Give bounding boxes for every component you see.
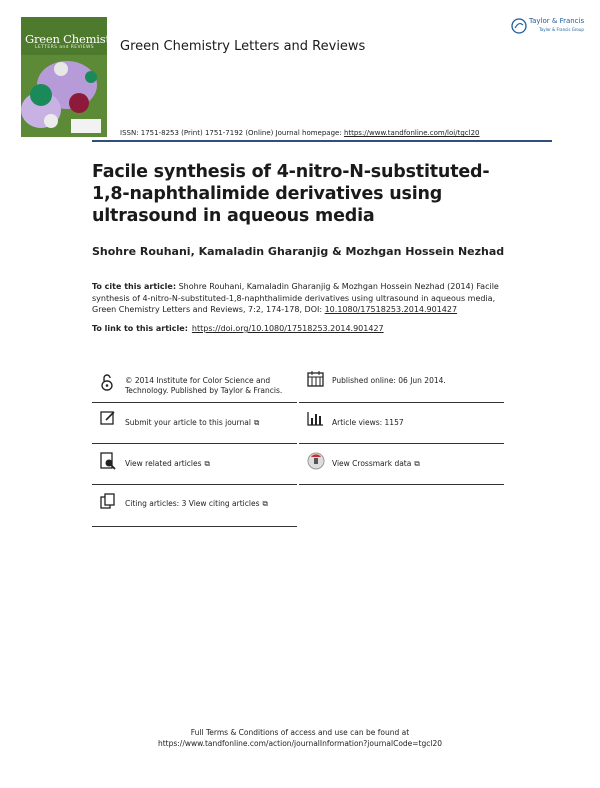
related-articles-icon [100,452,116,470]
copyright-notice: © 2014 Institute for Color Science and Technology. Published by Taylor & Francis. [125,376,283,395]
article-link-line [92,324,384,333]
issn-text: ISSN: 1751-8253 (Print) 1751-7192 (Online) Journal homepage: [120,129,344,137]
doi-link[interactable]: 10.1080/17518253.2014.901427 [324,305,458,314]
header-rule [92,140,552,142]
footer [0,727,600,749]
citation-block [92,281,512,316]
link-label: To link to this article: [92,324,188,333]
calendar-icon [307,370,324,387]
article-authors: Shohre Rouhani, Kamaladin Gharanjig & Mozhgan Hossein Nezhad [92,245,505,258]
article-views: Article views: 1157 [332,418,404,427]
submit-article-link[interactable] [125,418,259,428]
external-link-icon: ⧉ [414,459,420,468]
publisher-name: Taylor & Francis [529,17,585,25]
related-articles-link[interactable] [125,459,210,469]
citing-articles-link[interactable] [125,499,268,509]
divider [92,443,297,444]
external-link-icon: ⧉ [262,499,268,508]
journal-cover [21,17,122,137]
journal-name: Green Chemistry Letters and Reviews [120,39,366,54]
external-link-icon: ⧉ [253,418,260,427]
submit-article-label: Submit your article to this journal [125,418,251,427]
published-date: Published online: 06 Jun 2014. [332,376,446,385]
related-articles-label: View related articles [125,459,202,468]
divider [299,402,504,403]
cover-subtitle: LETTERS and REVIEWS [35,45,95,50]
footer-terms-url[interactable]: https://www.tandfonline.com/action/journalInformation?journalCode=tgcl20 [157,739,443,748]
submit-article-icon [100,410,116,426]
divider [299,443,504,444]
article-title: Facile synthesis of 4-nitro-N-substituted-1,8-naphthalimide derivatives using ultrasound in aqueous media [92,162,490,226]
divider [92,526,297,527]
article-url-link[interactable]: https://doi.org/10.1080/17518253.2014.901427 [191,324,384,333]
divider [299,484,504,485]
bar-chart-icon [307,411,324,426]
crossmark-link[interactable] [332,459,420,469]
open-access-lock-icon [101,373,113,391]
citation-label: To cite this article: [92,282,177,291]
cover-title: Green Chemistry [25,32,122,46]
divider [92,402,297,403]
crossmark-label: View Crossmark data [332,459,412,468]
crossmark-icon [307,452,325,470]
cover-molecule-image [21,55,107,137]
citing-articles-icon [100,493,116,509]
citation-text: Shohre Rouhani, Kamaladin Gharanjig & Mozhgan Hossein Nezhad (2014) Facile synthesis of 4-nitro-N-substituted-1,8-naphthalimide derivatives using ultrasound in aqueous media, Green Chemistry Letters and Reviews, 7:2, 174-178, DOI: [92,282,499,314]
divider [92,484,297,485]
publisher-group: Taylor & Francis Group [539,27,584,32]
footer-terms-text: Full Terms & Conditions of access and use can be found at [190,728,410,737]
citing-articles-label: Citing articles: 3 View citing articles [125,499,260,508]
issn-line [120,129,479,137]
journal-homepage-link[interactable]: https://www.tandfonline.com/loi/tgcl20 [343,129,480,137]
external-link-icon: ⧉ [204,459,210,468]
